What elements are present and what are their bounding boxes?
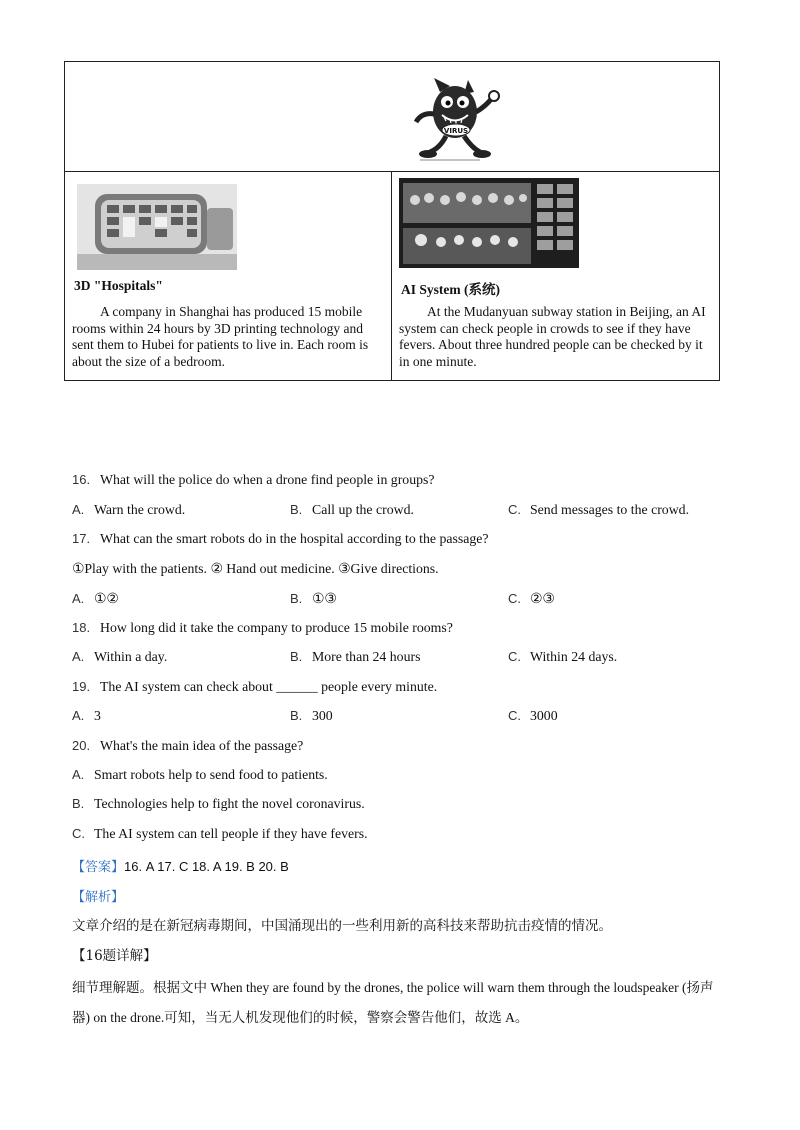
cell-ai-system: [392, 172, 719, 380]
answer-line: [72, 856, 289, 875]
ai-system-screen-photo-icon: [399, 178, 579, 268]
option-16-b[interactable]: B. Call up the crowd.: [290, 502, 414, 517]
option-18-a[interactable]: A. Within a day.: [72, 649, 168, 664]
detail-text: 细节理解题。根据文中 When they are found by the drones, the police will warn them through the loudspeaker (扬声器) on the drone.可知，当无人机发现他们的时候，警察会警告他们，故选 A。: [72, 980, 714, 1025]
option-20-b[interactable]: B. Technologies help to fight the novel coronavirus.: [72, 796, 365, 811]
option-17-a[interactable]: A. ①②: [72, 591, 119, 606]
cell-title-ai-system: AI System (系统): [401, 282, 500, 297]
answer-values: 16. A 17. C 18. A 19. B 20. B: [124, 859, 289, 874]
info-table: [64, 61, 720, 381]
question-number: 20.: [72, 738, 91, 753]
table-content-row: [65, 172, 719, 380]
option-20-a[interactable]: A. Smart robots help to send food to patients.: [72, 767, 328, 782]
question-17-statements: ①Play with the patients. ② Hand out medicine. ③Give directions.: [72, 561, 439, 576]
question-20: [72, 738, 303, 754]
option-16-c[interactable]: C. Send messages to the crowd.: [508, 502, 690, 517]
question-text: What's the main idea of the passage?: [100, 738, 304, 753]
detail-title: 【16题详解】: [72, 948, 157, 964]
cell-title-3d-hospitals: 3D "Hospitals": [74, 278, 163, 293]
option-19-c[interactable]: C. 3000: [508, 708, 558, 723]
question-text: How long did it take the company to produce 15 mobile rooms?: [100, 620, 453, 635]
option-17-b[interactable]: B. ①③: [290, 591, 337, 606]
question-16: [72, 472, 434, 488]
option-18-b[interactable]: B. More than 24 hours: [290, 649, 421, 664]
virus-label: VIRUS: [443, 127, 469, 135]
table-header-row: [65, 62, 719, 172]
question-18: [72, 620, 453, 636]
cell-3d-hospitals: [65, 172, 392, 380]
question-text: What will the police do when a drone find people in groups?: [100, 472, 435, 487]
option-18-c[interactable]: C. Within 24 days.: [508, 649, 618, 664]
cell-text-3d-hospitals: A company in Shanghai has produced 15 mobile rooms within 24 hours by 3D printing technology and sent them to Hubei for patients to live in. Each room is about the size of a bedroom.: [72, 304, 369, 369]
question-number: 19.: [72, 679, 91, 694]
question-text: What can the smart robots do in the hospital according to the passage?: [100, 531, 489, 546]
question-17: [72, 531, 489, 547]
analysis-label: 【解析】: [72, 890, 125, 905]
cell-text-ai-system: At the Mudanyuan subway station in Beijing, an AI system can check people in crowds to see if they have fevers. About three hundred people can be checked by it in one minute.: [399, 304, 706, 369]
question-19: [72, 679, 437, 695]
option-17-c[interactable]: C. ②③: [508, 591, 555, 606]
question-number: 18.: [72, 620, 91, 635]
option-19-a[interactable]: A. 3: [72, 708, 101, 723]
3d-hospital-photo-icon: [77, 184, 237, 270]
virus-cartoon-icon: [410, 68, 505, 168]
question-number: 16.: [72, 472, 91, 487]
question-number: 17.: [72, 531, 91, 546]
analysis-summary: 文章介绍的是在新冠病毒期间，中国涌现出的一些利用新的高科技来帮助抗击疫情的情况。: [72, 918, 612, 934]
option-19-b[interactable]: B. 300: [290, 708, 333, 723]
answer-label: 【答案】: [72, 860, 125, 875]
question-text: The AI system can check about ______ people every minute.: [100, 679, 438, 694]
option-16-a[interactable]: A. Warn the crowd.: [72, 502, 186, 517]
option-20-c[interactable]: C. The AI system can tell people if they have fevers.: [72, 826, 368, 841]
